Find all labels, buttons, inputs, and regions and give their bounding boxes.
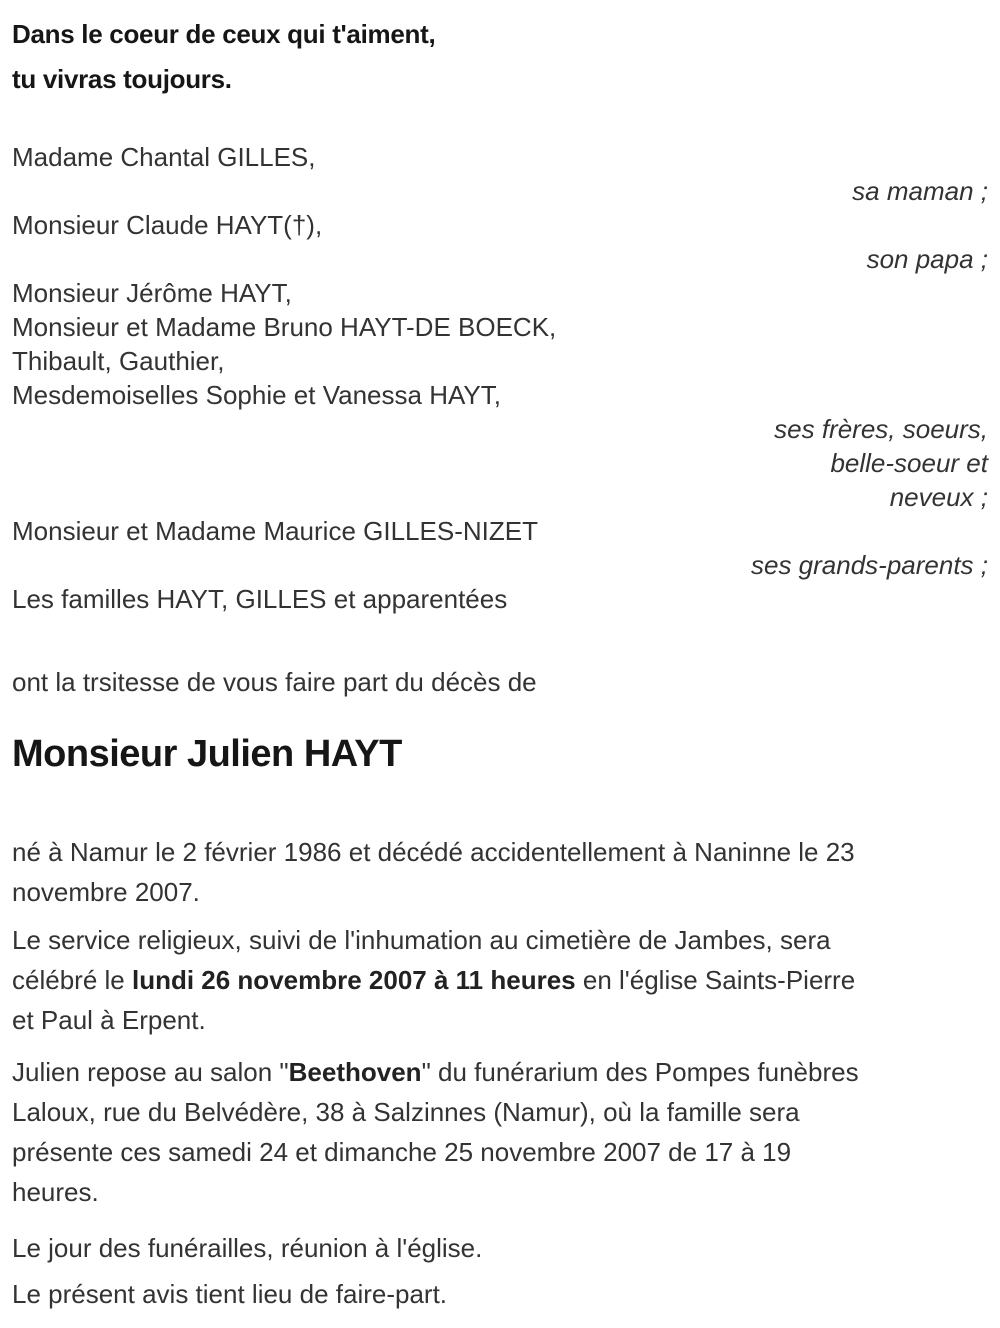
text-segment: Le service religieux, suivi de l'inhumation au cimetière de Jambes, sera	[12, 925, 831, 955]
text-segment: Monsieur et Madame Bruno HAYT-DE BOECK,	[12, 312, 557, 342]
text-segment: belle-soeur et	[830, 448, 988, 478]
text-line	[12, 514, 988, 548]
family-group-mother	[12, 140, 988, 208]
text-line	[12, 276, 988, 310]
text-segment: Monsieur Claude HAYT(†),	[12, 210, 323, 240]
text-segment: heures.	[12, 1177, 99, 1207]
text-line	[12, 310, 988, 344]
text-segment: Dans le coeur de ceux qui t'aiment,	[12, 19, 436, 49]
family-names	[12, 582, 988, 616]
family-relation-label	[12, 242, 988, 276]
text-line	[12, 832, 988, 872]
text-line	[12, 1092, 988, 1132]
text-segment: Monsieur et Madame Maurice GILLES-NIZET	[12, 516, 538, 546]
text-line	[12, 1052, 988, 1092]
family-group-extended	[12, 582, 988, 616]
text-segment: Mesdemoiselles Sophie et Vanessa HAYT,	[12, 380, 501, 410]
text-line	[12, 412, 988, 446]
text-segment: ses grands-parents ;	[750, 550, 988, 580]
text-segment: Le présent avis tient lieu de faire-part.	[12, 1279, 448, 1309]
paragraph-service	[12, 920, 988, 1040]
text-line	[12, 12, 988, 57]
text-segment: Monsieur Jérôme HAYT,	[12, 278, 292, 308]
text-line	[12, 1000, 988, 1040]
text-line	[12, 1228, 988, 1268]
family-list	[12, 140, 988, 616]
text-line	[12, 140, 988, 174]
deceased-name-heading: Monsieur Julien HAYT	[12, 733, 402, 775]
text-segment: Julien repose au salon "	[12, 1057, 289, 1087]
family-group-father	[12, 208, 988, 276]
paragraph-faire-part-notice	[12, 1274, 988, 1314]
opening-quote	[12, 12, 988, 102]
text-segment: né à Namur le 2 février 1986 et décédé accidentellement à Naninne le 23	[12, 837, 855, 867]
family-names	[12, 276, 988, 412]
text-segment: ses frères, soeurs,	[774, 414, 988, 444]
text-line	[12, 1274, 988, 1314]
text-segment: célébré le	[12, 965, 132, 995]
text-segment: " du funérarium des Pompes funèbres	[421, 1057, 859, 1087]
text-line	[12, 960, 988, 1000]
family-relation-label	[12, 412, 988, 514]
text-segment: Madame Chantal GILLES,	[12, 142, 316, 172]
text-line	[12, 174, 988, 208]
text-line	[12, 1132, 988, 1172]
text-segment: neveux ;	[889, 482, 988, 512]
family-names	[12, 140, 988, 174]
paragraph-repose	[12, 1052, 988, 1212]
text-segment: novembre 2007.	[12, 877, 200, 907]
text-line	[12, 582, 988, 616]
paragraph-birth-death	[12, 832, 988, 912]
text-segment: Les familles HAYT, GILLES et apparentées	[12, 584, 508, 614]
text-segment: son papa ;	[866, 244, 988, 274]
text-segment: et Paul à Erpent.	[12, 1005, 206, 1035]
text-segment: Le jour des funérailles, réunion à l'église.	[12, 1233, 483, 1263]
text-segment: Laloux, rue du Belvédère, 38 à Salzinnes (Namur), où la famille sera	[12, 1097, 800, 1127]
family-names	[12, 514, 988, 548]
bold-text-segment: Beethoven	[288, 1057, 422, 1087]
text-segment: présente ces samedi 24 et dimanche 25 novembre 2007 de 17 à 19	[12, 1137, 792, 1167]
family-group-siblings	[12, 276, 988, 514]
family-relation-label	[12, 548, 988, 582]
text-segment: en l'église Saints-Pierre	[575, 965, 856, 995]
text-segment: Thibault, Gauthier,	[12, 346, 225, 376]
family-group-grandparents	[12, 514, 988, 582]
bold-text-segment: lundi 26 novembre 2007 à 11 heures	[131, 965, 576, 995]
family-relation-label	[12, 174, 988, 208]
paragraph-funeral-day	[12, 1228, 988, 1268]
text-segment: sa maman ;	[852, 176, 988, 206]
text-segment: tu vivras toujours.	[12, 64, 232, 94]
text-line	[12, 480, 988, 514]
text-line	[12, 1172, 988, 1212]
text-line	[12, 446, 988, 480]
text-line	[12, 242, 988, 276]
text-line	[12, 872, 988, 912]
family-names	[12, 208, 988, 242]
text-line	[12, 208, 988, 242]
text-line	[12, 920, 988, 960]
text-line	[12, 57, 988, 102]
text-line	[12, 344, 988, 378]
text-line	[12, 378, 988, 412]
announcement-line: ont la trsitesse de vous faire part du décès de	[12, 667, 537, 697]
text-line	[12, 548, 988, 582]
